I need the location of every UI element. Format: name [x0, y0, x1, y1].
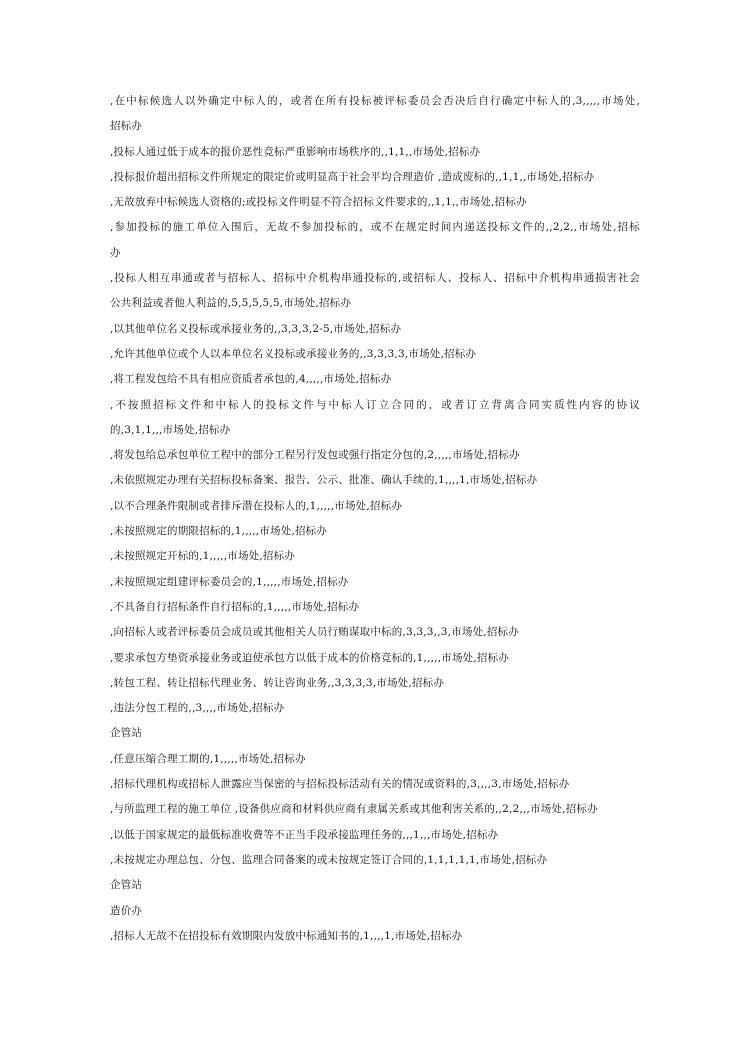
- text-line: ,允许其他单位或个人以本单位名义投标或承接业务的,,3,3,3,3,市场处,招标办: [110, 347, 477, 360]
- text-line: ,向招标人或者评标委员会成员或其他相关人员行贿谋取中标的,3,3,3,,3,市场处,招标办: [110, 626, 519, 639]
- text-line: ,不具备自行招标条件自行招标的,1,,,,,市场处,招标办: [110, 600, 360, 613]
- text-line: ,要求承包方垫资承接业务或迫使承包方以低于成本的价格竞标的,1,,,,,市场处,招标办: [110, 651, 509, 664]
- text-line: ,招标人无故不在招投标有效期限内发放中标通知书的,1,,,,1,市场处,招标办: [110, 929, 463, 942]
- text-line: ,以不合理条件限制或者排斥潜在投标人的,1,,,,,市场处,招标办: [110, 499, 402, 512]
- text-line: ,任意压缩合理工期的,1,,,,,市场处,招标办: [110, 752, 306, 765]
- text-line: ,未按照规定开标的,1,,,,,市场处,招标办: [110, 550, 295, 563]
- text-line: ,投标报价超出招标文件所规定的限定价或明显高于社会平均合理造价 ,造成废标的,,1,1,,市场处,招标办: [110, 170, 595, 183]
- text-line: ,未按照规定的期限招标的,1,,,,,市场处,招标办: [110, 525, 328, 538]
- section-label: 造价办: [110, 904, 143, 917]
- text-line: ,无故放弃中标候选人资格的;或投标文件明显不符合招标文件要求的,,1,1,,市场处,招标办: [110, 196, 527, 209]
- section-label: 企管站: [110, 879, 143, 892]
- text-line: 招标办: [110, 120, 143, 133]
- section-label: 企管站: [110, 727, 143, 740]
- text-line: 的,3,1,1,,,市场处,招标办: [110, 423, 231, 436]
- text-line: ,将工程发包给不具有相应资质者承包的,4,,,,,市场处,招标办: [110, 373, 392, 386]
- text-line: 办: [110, 246, 121, 259]
- text-line: ,违法分包工程的,,3,,,,市场处,招标办: [110, 702, 285, 715]
- text-line: ,未按照规定组建评标委员会的,1,,,,,市场处,招标办: [110, 575, 349, 588]
- text-line: ,将发包给总承包单位工程中的部分工程另行发包或强行指定分包的,2,,,,,市场处,招标办: [110, 449, 520, 462]
- text-line: ,以其他单位名义投标或承接业务的,,3,3,3,2-5,市场处,招标办: [110, 322, 402, 335]
- text-line: ,未依照规定办理有关招标投标备案、报告、公示、批准、确认手续的,1,,,,1,市场处,招标办: [110, 474, 538, 487]
- text-line: ,在中标候选人以外确定中标人的，或者在所有投标被评标委员会否决后自行确定中标人的,3,,,,,市场处,: [110, 95, 640, 107]
- text-line: ,与所监理工程的施工单位 ,设备供应商和材料供应商有隶属关系或其他利害关系的,,2,2,,,市场处,招标办: [110, 803, 598, 816]
- text-line: ,未按规定办理总包、分包、监理合同备案的或未按规定签订合同的,1,1,1,1,1,市场处,招标办: [110, 853, 548, 866]
- text-line: ,投标人通过低于成本的报价恶性竞标严重影响市场秩序的,,1,1,,市场处,招标办: [110, 145, 481, 158]
- text-line: ,以低于国家规定的最低标准收费等不正当手段承接监理任务的,,,1,,,市场处,招标办: [110, 828, 499, 841]
- document-body: [110, 89, 640, 949]
- text-line: ,招标代理机构或招标人泄露应当保密的与招标投标活动有关的情况或资料的,3,,,,3,市场处,招标办: [110, 778, 570, 791]
- text-line: ,投标人相互串通或者与招标人、招标中介机构串通投标的,或招标人、投标人、招标中介机构串通损害社会: [110, 272, 640, 285]
- text-line: ,转包工程、转让招标代理业务、转让咨询业务,,3,3,3,3,市场处,招标办: [110, 676, 445, 689]
- text-line: ,参加投标的施工单位入围后，无故不参加投标的，或不在规定时间内递送投标文件的,,2,2,,市场处,招标: [110, 221, 640, 234]
- text-line: ,不按照招标文件和中标人的投标文件与中标人订立合同的，或者订立背离合同实质性内容的协议: [110, 398, 640, 411]
- text-line: 公共利益或者他人利益的,5,5,5,5,5,市场处,招标办: [110, 297, 352, 310]
